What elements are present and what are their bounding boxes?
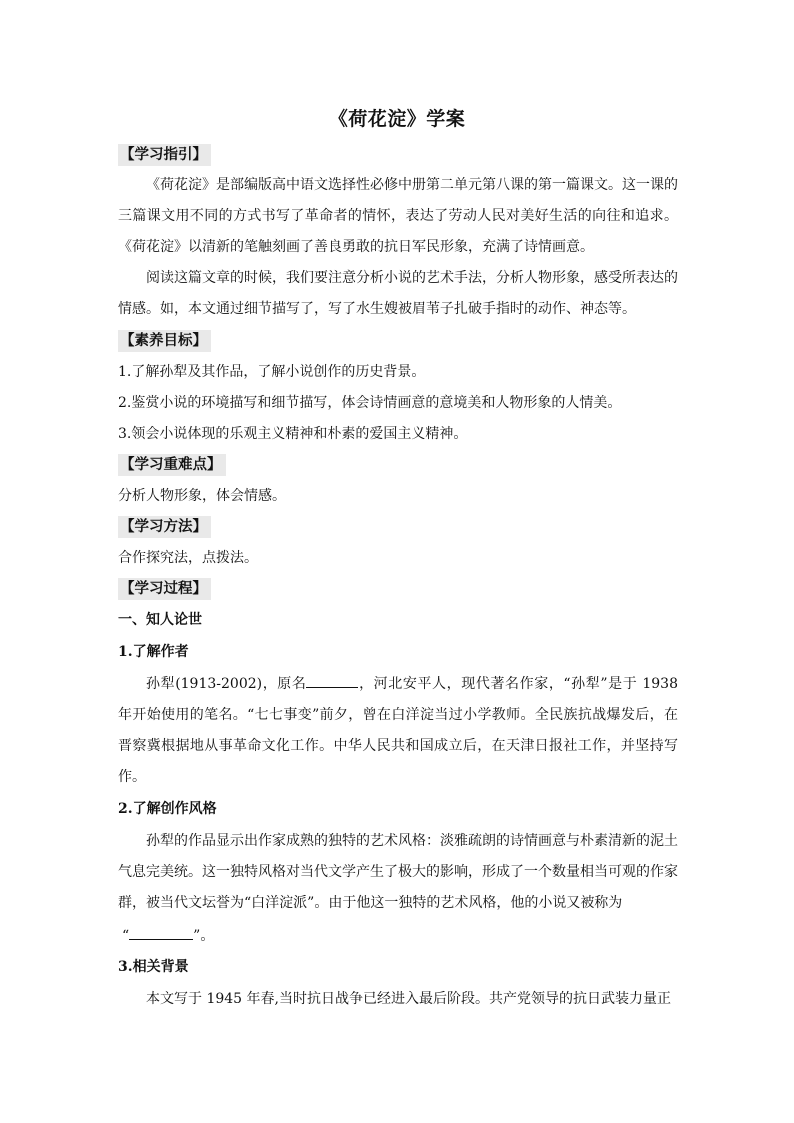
- guide-paragraph-2: 阅读这篇文章的时候，我们要注意分析小说的艺术手法，分析人物形象，感受所表达的情感。如，本文通过细节描写了，写了水生嫂被眉苇子扎破手指时的动作、神态等。: [118, 270, 678, 317]
- method-text: 合作探究法，点拨法。: [118, 550, 258, 566]
- document-title: 《荷花淀》学案: [328, 108, 466, 130]
- quote-close: ”。: [193, 928, 215, 944]
- fill-blank-original-name[interactable]: [306, 687, 358, 688]
- style-fill-line: [122, 926, 214, 946]
- goal-item-1: 1.了解孙犁及其作品，了解小说创作的历史背景。: [118, 364, 426, 380]
- author-text-before-blank: 孙犁(1913-2002)，原名: [146, 676, 307, 692]
- goal-item-3: 3.领会小说体现的乐观主义精神和朴素的爱国主义精神。: [118, 426, 468, 442]
- subsection-style-title: 2.了解创作风格: [118, 801, 217, 817]
- style-paragraph: 孙犁的作品显示出作家成熟的独特的艺术风格：淡雅疏朗的诗情画意与朴素清新的泥土气息完美统。这一独特风格对当代文学产生了极大的影响，形成了一个数量相当可观的作家群，被当代文坛誉为“白洋淀派”。由于他这一独特的艺术风格，他的小说又被称为: [118, 833, 678, 911]
- background-paragraph: 本文写于 1945 年春,当时抗日战争已经进入最后阶段。共产党领导的抗日武装力量正: [146, 991, 671, 1007]
- heading-method: 【学习方法】: [118, 516, 211, 538]
- author-text-after-blank: ，河北安平人，现代著名作家，“孙犁”是于 1938 年开始使用的笔名。“七七事变”前夕，曾在白洋淀当过小学教师。全民族抗战爆发后，在晋察冀根据地从事革命文化工作。中华人民共和国成立后，在天津日报社工作，并坚持写作。: [118, 676, 678, 785]
- key-points-text: 分析人物形象，体会情感。: [118, 488, 286, 504]
- heading-goals: 【素养目标】: [118, 330, 211, 352]
- heading-process: 【学习过程】: [118, 578, 211, 600]
- author-paragraph: [118, 669, 678, 793]
- subsection-author-title: 1.了解作者: [118, 644, 189, 660]
- fill-blank-novel-style[interactable]: [129, 939, 193, 940]
- quote-open: “: [122, 928, 130, 944]
- guide-paragraph-1: 《荷花淀》是部编版高中语文选择性必修中册第二单元第八课的第一篇课文。这一课的三篇课文用不同的方式书写了革命者的情怀，表达了劳动人民对美好生活的向往和追求。《荷花淀》以清新的笔触刻画了善良勇敢的抗日军民形象，充满了诗情画意。: [118, 177, 678, 255]
- goal-item-2: 2.鉴赏小说的环境描写和细节描写，体会诗情画意的意境美和人物形象的人情美。: [118, 395, 622, 411]
- part-1-title: 一、知人论世: [118, 612, 202, 628]
- heading-guide: 【学习指引】: [118, 144, 211, 166]
- heading-key-points: 【学习重难点】: [118, 454, 226, 476]
- subsection-background-title: 3.相关背景: [118, 959, 189, 975]
